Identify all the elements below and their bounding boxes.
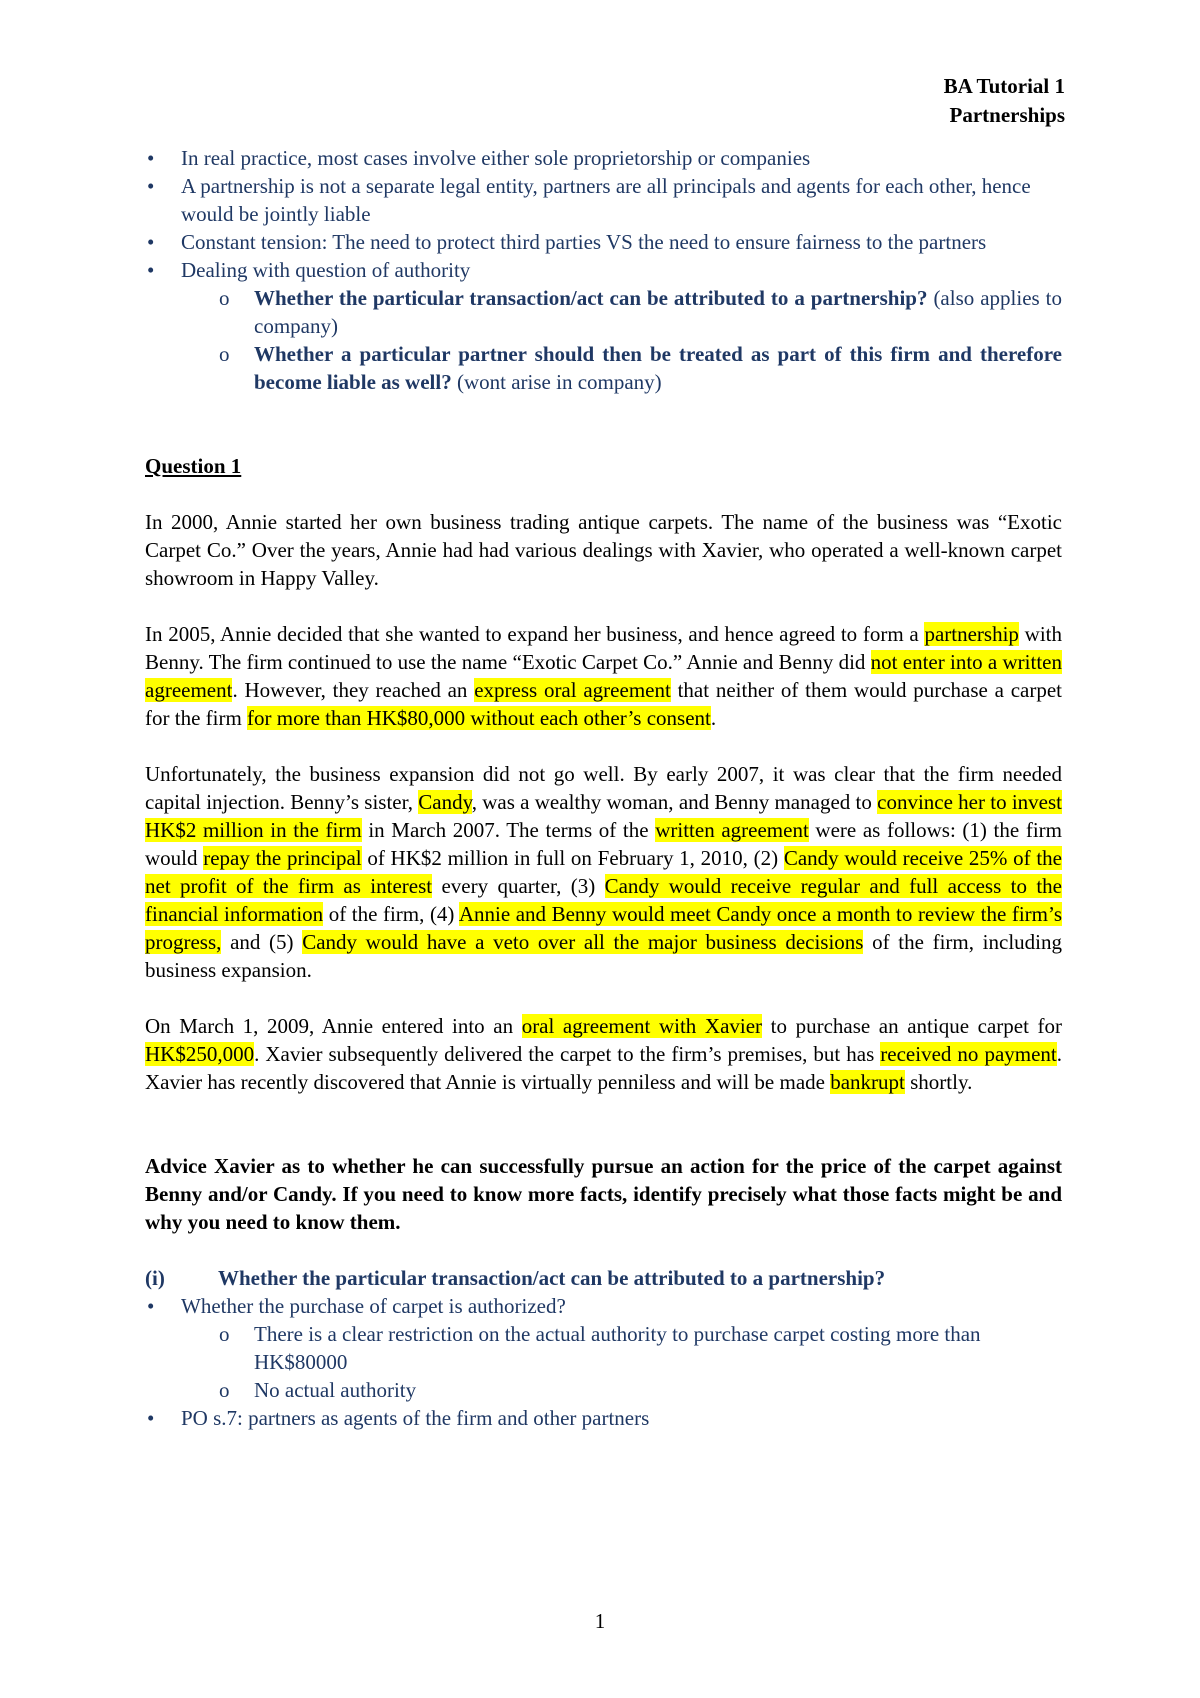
- paragraph-text: On March 1, 2009, Annie entered into an: [145, 1014, 522, 1038]
- paragraph-text: that neither of them would purchase a carpet for the firm: [145, 678, 1062, 730]
- authority-sub-bold: Whether the particular transaction/act can be attributed to a partnership?: [254, 286, 928, 310]
- question-paragraph-2: [145, 620, 1062, 732]
- analysis-list: [145, 1292, 1062, 1320]
- highlighted-text: written agreement: [655, 818, 809, 842]
- page-content: [145, 144, 1062, 1432]
- analysis-bullet: • Whether the purchase of carpet is authorized?: [145, 1292, 1062, 1320]
- intro-bullet: • Constant tension: The need to protect third parties VS the need to ensure fairness to the partners: [145, 228, 1062, 256]
- paragraph-text: . However, they reached an: [232, 678, 475, 702]
- intro-bullet: • In real practice, most cases involve either sole proprietorship or companies: [145, 144, 1062, 172]
- paragraph-text: In 2005, Annie decided that she wanted to expand her business, and hence agreed to form a: [145, 622, 925, 646]
- paragraph-text: to purchase an antique carpet for: [762, 1014, 1062, 1038]
- paragraph-text: and (5): [221, 930, 303, 954]
- authority-sub-item: [145, 284, 1062, 340]
- paragraph-text: of the firm, including business expansion.: [145, 930, 1062, 982]
- highlighted-text: Candy would receive 25% of the net profit of the firm as interest: [145, 846, 1062, 898]
- paragraph-text: . Xavier subsequently delivered the carpet to the firm’s premises, but has: [254, 1042, 881, 1066]
- section-heading: [145, 1264, 1062, 1292]
- task-instruction: Advice Xavier as to whether he can successfully pursue an action for the price of the carpet against Benny and/or Candy. If you need to know more facts, identify precisely what those facts might be and why you need to know them.: [145, 1154, 1062, 1234]
- highlighted-text: Candy would receive regular and full access to the financial information: [145, 874, 1062, 926]
- paragraph-text: of HK$2 million in full on February 1, 2010, (2): [361, 846, 784, 870]
- authority-sub-item: [145, 340, 1062, 396]
- highlighted-text: bankrupt: [830, 1070, 905, 1094]
- highlighted-text: Candy: [418, 790, 472, 814]
- page-number: 1: [594, 1609, 606, 1633]
- authority-sub-note: (also applies to company): [254, 286, 1063, 338]
- paragraph-text: of the firm, (4): [323, 902, 459, 926]
- highlighted-text: Candy would have a veto over all the major business decisions: [302, 930, 864, 954]
- highlighted-text: express oral agreement: [474, 678, 671, 702]
- highlighted-text: for more than HK$80,000 without each other’s consent: [247, 706, 711, 730]
- highlighted-text: Annie and Benny would meet Candy once a month to review the firm’s progress,: [145, 902, 1062, 954]
- highlighted-text: convince her to invest HK$2 million in the firm: [145, 790, 1062, 842]
- highlighted-text: not enter into a written agreement: [145, 650, 1062, 702]
- highlighted-text: HK$250,000: [145, 1042, 255, 1066]
- highlighted-text: repay the principal: [203, 846, 362, 870]
- analysis-sub-item: o There is a clear restriction on the actual authority to purchase carpet costing more than HK$80000: [145, 1320, 1062, 1376]
- section-number: (i): [145, 1266, 165, 1290]
- paragraph-text: were as follows: (1) the firm would: [145, 818, 1062, 870]
- paragraph-text: shortly.: [904, 1070, 973, 1094]
- authority-sub-list: [145, 284, 1062, 396]
- highlighted-text: received no payment: [880, 1042, 1057, 1066]
- authority-sub-bold: Whether a particular partner should then be treated as part of this firm and therefore become liable as well?: [254, 342, 1062, 394]
- header-tutorial-title: BA Tutorial 1: [943, 74, 1065, 98]
- page-header: [944, 72, 1065, 130]
- authority-sub-note: (wont arise in company): [451, 370, 662, 394]
- analysis-sub-item: o No actual authority: [145, 1376, 1062, 1404]
- analysis-sub-list: [145, 1320, 1062, 1404]
- highlighted-text: partnership: [924, 622, 1019, 646]
- question-paragraph-1: In 2000, Annie started her own business trading antique carpets. The name of the business was “Exotic Carpet Co.” Over the years, Annie had had various dealings with Xavier, who operated a well-known carpet showroom in Happy Valley.: [145, 510, 1062, 590]
- question-title: Question 1: [145, 454, 242, 478]
- section-title: Whether the particular transaction/act can be attributed to a partnership?: [218, 1266, 886, 1290]
- question-paragraph-3: [145, 760, 1062, 984]
- intro-bullet-list: [145, 144, 1062, 284]
- header-topic: Partnerships: [949, 103, 1065, 127]
- paragraph-text: in March 2007. The terms of the: [361, 818, 656, 842]
- paragraph-text: Unfortunately, the business expansion did not go well. By early 2007, it was clear that the firm needed capital injection. Benny’s sister,: [145, 762, 1062, 814]
- paragraph-text: every quarter, (3): [432, 874, 605, 898]
- paragraph-text: with Benny. The firm continued to use the name “Exotic Carpet Co.” Annie and Benny did: [145, 622, 1062, 674]
- intro-bullet: • A partnership is not a separate legal entity, partners are all principals and agents for each other, hence would be jointly liable: [145, 172, 1062, 228]
- analysis-bullet: • PO s.7: partners as agents of the firm and other partners: [145, 1404, 1062, 1432]
- paragraph-text: , was a wealthy woman, and Benny managed to: [471, 790, 878, 814]
- question-paragraph-4: [145, 1012, 1062, 1096]
- paragraph-text: .: [710, 706, 717, 730]
- highlighted-text: oral agreement with Xavier: [521, 1014, 763, 1038]
- analysis-list-2: [145, 1404, 1062, 1432]
- paragraph-text: . Xavier has recently discovered that Annie is virtually penniless and will be made: [145, 1042, 1063, 1094]
- intro-bullet: • Dealing with question of authority: [145, 256, 1062, 284]
